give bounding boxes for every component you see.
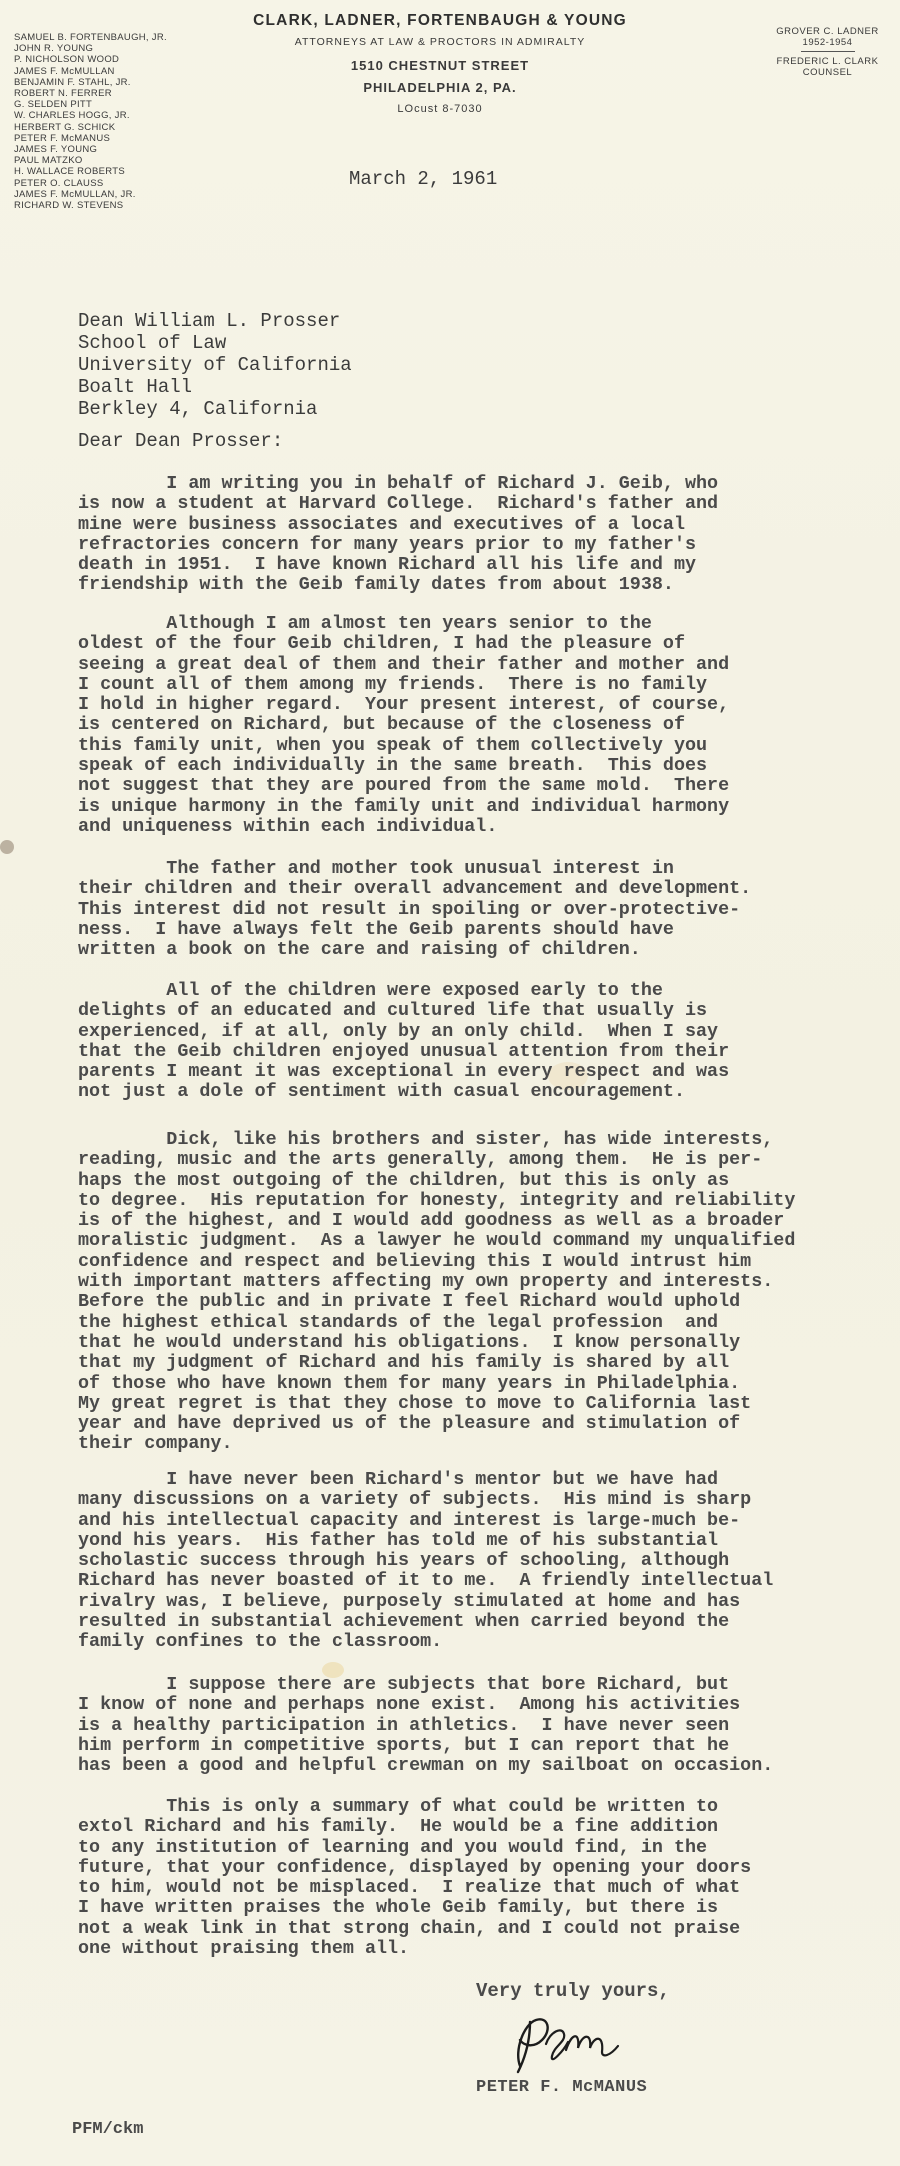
- partner-name: HERBERT G. SCHICK: [14, 121, 116, 133]
- body-paragraph: All of the children were exposed early to the delights of an educated and cultured life that usually is experienced, if at all, only by an only child. When I say that the Geib children enjoyed unusual attention from their parents I meant it was exceptional in every respect and was not just a dole of sentiment with casual encouragement.: [78, 980, 730, 1103]
- partner-name: H. WALLACE ROBERTS: [14, 166, 125, 178]
- body-paragraph: Although I am almost ten years senior to the oldest of the four Geib children, I had the pleasure of seeing a great deal of them and their father and mother and I count all of them among my friends. There is no family I hold in higher regard. Your present interest, of course, is centered on Richard, but because of the closeness of this family unit, when you speak of them collectively you speak of each individually in the same breath. This does not suggest that they are poured from the same mold. There is unique harmony in the family unit and individual harmony and uniqueness within each individual.: [78, 613, 730, 837]
- letter-date: March 2, 1961: [349, 168, 498, 190]
- firm-subtitle: ATTORNEYS AT LAW & PROCTORS IN ADMIRALTY: [294, 36, 586, 48]
- partner-name: G. SELDEN PITT: [14, 99, 93, 111]
- address-line: School of Law: [78, 332, 227, 354]
- firm-street: 1510 CHESTNUT STREET: [350, 58, 530, 73]
- partner-name: SAMUEL B. FORTENBAUGH, JR.: [14, 32, 167, 43]
- counsel-name: FREDERIC L. CLARK: [776, 56, 879, 67]
- divider: [801, 51, 855, 52]
- address-line: Dean William L. Prosser: [78, 310, 341, 332]
- letterhead: [190, 12, 690, 115]
- firm-name: CLARK, LADNER, FORTENBAUGH & YOUNG: [253, 12, 627, 29]
- signer-name: PETER F. McMANUS: [476, 2078, 648, 2097]
- address-line: Boalt Hall: [78, 376, 193, 398]
- partner-name: JAMES F. McMULLAN, JR.: [14, 188, 136, 200]
- paper-stain: [0, 840, 14, 854]
- partner-name: JOHN R. YOUNG: [14, 43, 94, 55]
- firm-city: PHILADELPHIA 2, PA.: [363, 80, 517, 95]
- address-line: Berkley 4, California: [78, 398, 318, 420]
- counsel-block: [760, 26, 895, 78]
- partner-name: PETER O. CLAUSS: [14, 177, 104, 189]
- handwritten-signature: [506, 2010, 626, 2080]
- partner-name: PAUL MATZKO: [14, 155, 83, 167]
- partner-name: BENJAMIN F. STAHL, JR.: [14, 76, 131, 88]
- counsel-name: GROVER C. LADNER: [776, 26, 879, 37]
- partner-name: PETER F. McMANUS: [14, 132, 111, 144]
- body-paragraph: Dick, like his brothers and sister, has wide interests, reading, music and the arts generally, among them. He is per- haps the most outgoing of the children, but this is only as to degree. His reputation for honesty, integrity and reliability is of the highest, and I would add goodness as well as a broader moralistic judgment. As a lawyer he would command my unqualified confidence and respect and believing this I would intrust him with important matters affecting my own property and interests. Before the public and in private I feel Richard would uphold the highest ethical standards of the legal profession and that he would understand his obligations. I know personally that my judgment of Richard and his family is shared by all of those who have known them for many years in Philadelphia. My great regret is that they chose to move to California last year and have deprived us of the pleasure and stimulation of their company.: [78, 1129, 796, 1455]
- partner-list: [14, 32, 214, 211]
- partner-name: JAMES F. YOUNG: [14, 144, 98, 156]
- closing: Very truly yours,: [476, 1980, 670, 2002]
- body-paragraph: The father and mother took unusual interest in their children and their overall advancement and development. This interest did not result in spoiling or over-protective- ness. I have always felt the Geib parents should have written a book on the care and raising of children.: [78, 858, 752, 961]
- partner-name: ROBERT N. FERRER: [14, 88, 112, 100]
- partner-name: P. NICHOLSON WOOD: [14, 54, 120, 66]
- partner-name: JAMES F. McMULLAN: [14, 65, 115, 77]
- counsel-years: 1952-1954: [802, 37, 853, 48]
- body-paragraph: I suppose there are subjects that bore Richard, but I know of none and perhaps none exist. Among his activities is a healthy participation in athletics. I have never seen him perform in competitive sports, but I can report that he has been a good and helpful crewman on my sailboat on occasion.: [78, 1674, 774, 1777]
- partner-name: W. CHARLES HOGG, JR.: [14, 110, 130, 122]
- reference-initials: PFM/ckm: [72, 2120, 144, 2139]
- firm-phone: LOcust 8-7030: [397, 103, 483, 115]
- recipient-address: [78, 310, 352, 420]
- body-paragraph: I am writing you in behalf of Richard J. Geib, who is now a student at Harvard College. Richard's father and mine were business associates and executives of a local refractories concern for many years prior to my father's death in 1951. I have known Richard all his life and my friendship with the Geib family dates from about 1938.: [78, 473, 719, 596]
- salutation: Dear Dean Prosser:: [78, 430, 284, 452]
- address-line: University of California: [78, 354, 352, 376]
- counsel-title: COUNSEL: [802, 67, 853, 78]
- partner-name: RICHARD W. STEVENS: [14, 200, 124, 212]
- body-paragraph: I have never been Richard's mentor but we have had many discussions on a variety of subjects. His mind is sharp and his intellectual capacity and interest is large-much be- yond his years. His father has told me of his substantial scholastic success through his years of schooling, although Richard has never boasted of it to me. A friendly intellectual rivalry was, I believe, purposely stimulated at home and has resulted in substantial achievement when carried beyond the family confines to the classroom.: [78, 1469, 774, 1653]
- body-paragraph: This is only a summary of what could be written to extol Richard and his family. He would be a fine addition to any institution of learning and you would find, in the future, that your confidence, displayed by opening your doors to him, would not be misplaced. I realize that much of what I have written praises the whole Geib family, but there is not a weak link in that strong chain, and I could not praise one without praising them all.: [78, 1796, 752, 1960]
